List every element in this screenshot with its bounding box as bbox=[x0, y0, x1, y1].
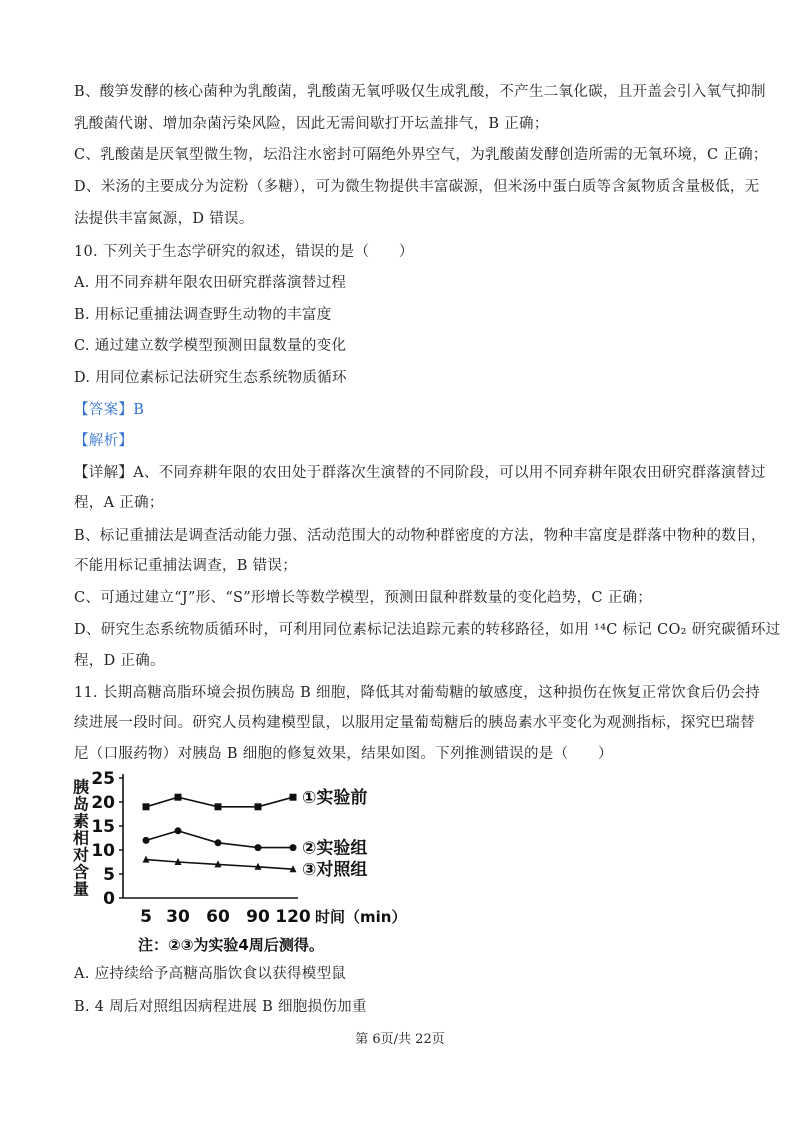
x-tick-label: 60 bbox=[206, 907, 230, 927]
text-line: D. 用同位素标记法研究生态系统物质循环 bbox=[74, 370, 347, 386]
text-line: A. 用不同弃耕年限农田研究群落演替过程 bbox=[74, 275, 347, 291]
text-line: D、米汤的主要成分为淀粉（多糖），可为微生物提供丰富碳源，但米汤中蛋白质等含氮物质含量极低，无 bbox=[74, 179, 760, 195]
text-line: C、可通过建立“J”形、“S”形增长等数学模型，预测田鼠种群数量的变化趋势，C 正确； bbox=[74, 590, 653, 606]
insulin-line-chart bbox=[68, 768, 428, 958]
text-line: 法提供丰富氮源，D 错误。 bbox=[74, 211, 254, 227]
y-tick-label: 25 bbox=[91, 769, 115, 789]
chart-note: 注：②③为实验4周后测得。 bbox=[138, 936, 324, 954]
text-line: D、研究生态系统物质循环时，可利用同位素标记法追踪元素的转移路径，如用 ¹⁴C 标记 CO₂ 研究碳循环过 bbox=[74, 622, 781, 638]
data-point-circle bbox=[290, 844, 297, 851]
y-tick-label: 5 bbox=[103, 865, 115, 885]
x-tick-label: 5 bbox=[140, 907, 152, 927]
text-line: 不能用标记重捕法调查，B 错误； bbox=[74, 558, 298, 574]
data-point-square bbox=[255, 803, 262, 810]
text-line: 【解析】 bbox=[74, 433, 134, 449]
data-point-square bbox=[215, 803, 222, 810]
text-line: B、标记重捕法是调查活动能力强、活动范围大的动物种群密度的方法，物种丰富度是群落中物种的数目， bbox=[74, 528, 766, 544]
text-line: B. 用标记重捕法调查野生动物的丰富度 bbox=[74, 307, 332, 323]
data-point-circle bbox=[143, 837, 150, 844]
x-tick-label: 30 bbox=[166, 907, 190, 927]
data-point-square bbox=[290, 794, 297, 801]
data-point-circle bbox=[175, 827, 182, 834]
y-tick-label: 20 bbox=[91, 793, 115, 813]
text-line: 【答案】B bbox=[74, 402, 145, 418]
y-tick-label: 10 bbox=[91, 841, 115, 861]
data-point-circle bbox=[215, 839, 222, 846]
data-point-square bbox=[175, 794, 182, 801]
x-tick-label: 120 bbox=[275, 907, 311, 927]
y-tick-label: 0 bbox=[103, 889, 115, 909]
text-line: C. 通过建立数学模型预测田鼠数量的变化 bbox=[74, 338, 347, 354]
text-line: 乳酸菌代谢、增加杂菌污染风险，因此无需间歇打开坛盖排气，B 正确； bbox=[74, 116, 549, 132]
x-tick-label: 90 bbox=[246, 907, 270, 927]
text-line: 续进展一段时间。研究人员构建模型鼠，以服用定量葡萄糖后的胰岛素水平变化为观测指标，探究巴瑞替 bbox=[74, 715, 755, 731]
y-axis-label: 胰岛素相对含量 bbox=[70, 778, 90, 898]
option-line: A. 应持续给予高糖高脂饮食以获得模型鼠 bbox=[74, 966, 347, 982]
text-line: 尼（口服药物）对胰岛 B 细胞的修复效果，结果如图。下列推测错误的是（ ） bbox=[74, 746, 613, 762]
y-tick-label: 15 bbox=[91, 817, 115, 837]
text-line: B、酸笋发酵的核心菌种为乳酸菌，乳酸菌无氧呼吸仅生成乳酸，不产生二氧化碳，且开盖会引入氧气抑制 bbox=[74, 84, 766, 100]
option-line: B. 4 周后对照组因病程进展 B 细胞损伤加重 bbox=[74, 999, 367, 1015]
text-line: C、乳酸菌是厌氧型微生物，坛沿注水密封可隔绝外界空气，为乳酸菌发酵创造所需的无氧环境，C 正确； bbox=[74, 147, 768, 163]
data-point-circle bbox=[255, 844, 262, 851]
data-point-square bbox=[143, 803, 150, 810]
text-line: 10. 下列关于生态学研究的叙述，错误的是（ ） bbox=[74, 244, 414, 260]
x-axis-label: 时间（min） bbox=[315, 908, 407, 926]
text-line: 程，A 正确； bbox=[74, 495, 164, 511]
text-line: 【详解】A、不同弃耕年限的农田处于群落次生演替的不同阶段，可以用不同弃耕年限农田研究群落演替过 bbox=[74, 465, 766, 481]
series-label: ③对照组 bbox=[302, 860, 368, 881]
text-line: 11. 长期高糖高脂环境会损伤胰岛 B 细胞，降低其对葡萄糖的敏感度，这种损伤在恢复正常饮食后仍会持 bbox=[74, 685, 761, 701]
series-label: ①实验前 bbox=[302, 788, 368, 809]
page-footer: 第 6页/共 22页 bbox=[355, 1032, 445, 1047]
text-line: 程，D 正确。 bbox=[74, 653, 165, 669]
series-label: ②实验组 bbox=[302, 838, 368, 859]
